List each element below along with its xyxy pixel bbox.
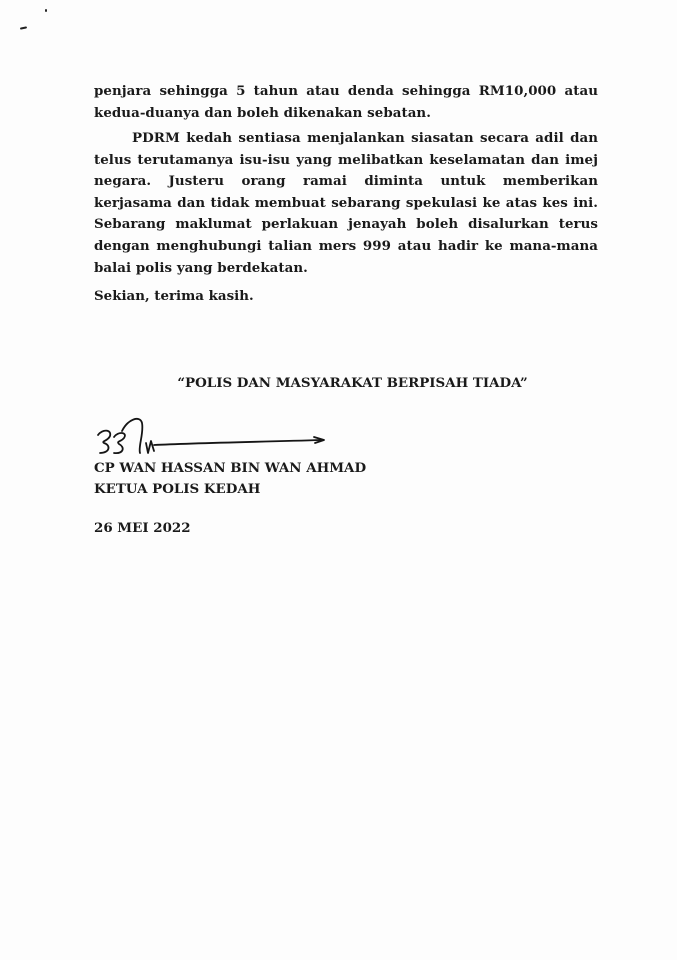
scan-speck xyxy=(20,26,27,29)
paragraph-penalty: penjara sehingga 5 tahun atau denda sehingga RM10,000 atau kedua-duanya dan boleh dikenakan sebatan. xyxy=(94,83,598,121)
scan-speck xyxy=(45,9,47,12)
signatory-title: KETUA POLIS KEDAH xyxy=(94,481,261,497)
document-date: 26 MEI 2022 xyxy=(94,520,191,536)
handwritten-signature xyxy=(84,413,334,463)
paragraph-investigation: PDRM kedah sentiasa menjalankan siasatan secara adil dan telus terutamanya isu-isu yang melibatkan keselamatan dan imej negara. Justeru orang ramai diminta untuk memberikan kerjasama dan tidak membuat sebarang spekulasi ke atas kes ini. Sebarang maklumat perlakuan jenayah boleh disalurkan terus dengan menghubungi talian mers 999 atau hadir ke mana-mana balai polis yang berdekatan. xyxy=(94,130,598,276)
police-motto: “POLIS DAN MASYARAKAT BERPISAH TIADA” xyxy=(177,375,528,391)
closing-remark: Sekian, terima kasih. xyxy=(94,288,254,304)
signatory-name: CP WAN HASSAN BIN WAN AHMAD xyxy=(94,460,367,476)
